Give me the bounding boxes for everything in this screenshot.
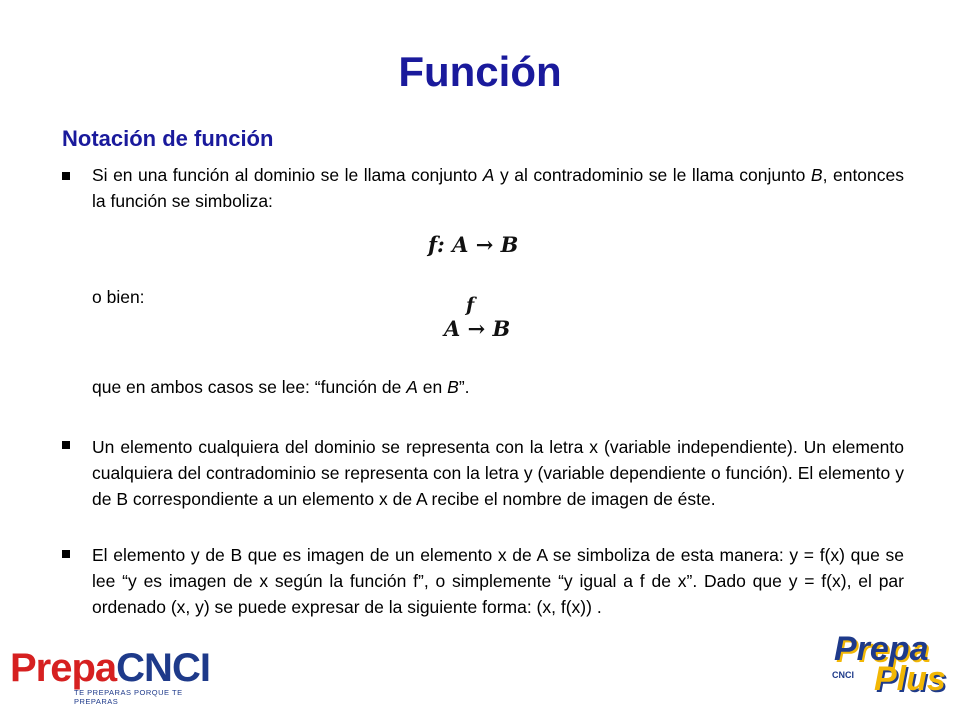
paragraph-notation: Si en una función al dominio se le llama conjunto A y al contradominio se le llama conjunto B, entonces la función se simboliza: — [92, 165, 905, 211]
prepa-cnci-logo: PrepaCNCI TE PREPARAS PORQUE TE PREPARAS — [10, 646, 210, 706]
bullet-marker — [62, 441, 70, 449]
bullet-marker — [62, 172, 70, 180]
formula-arrow-line: A → B — [444, 316, 511, 341]
prepa-plus-logo: Prepa CNCI Plus — [832, 630, 946, 698]
paragraph-elements: Un elemento cualquiera del dominio se representa con la letra x (variable independiente). Un elemento cualquiera del contradominio se representa con la letra y (variable dependiente o función). El elemento y de B correspondiente a un elemento x de A recibe el nombre de imagen de éste. — [92, 437, 904, 509]
paragraph-image: El elemento y de B que es imagen de un elemento x de A se simboliza de esta manera: y = f(x) que se lee “y es imagen de x según la función f”, o simplemente “y igual a f de x”. Dado que y = f(x), el par ordenado (x, y) se puede expresar de la siguiente forma: (x, f(x)) . — [92, 545, 904, 617]
bullet-marker — [62, 550, 70, 558]
section-heading: Notación de función — [62, 126, 274, 151]
or-label: o bien: — [92, 287, 145, 307]
page-title: Función — [398, 48, 562, 95]
formula-arrow-label: f — [466, 294, 475, 316]
reading-sentence: que en ambos casos se lee: “función de A en B”. — [92, 377, 470, 397]
formula-function-notation: f: A → B — [428, 232, 519, 257]
formula-arrow-notation — [444, 294, 511, 341]
